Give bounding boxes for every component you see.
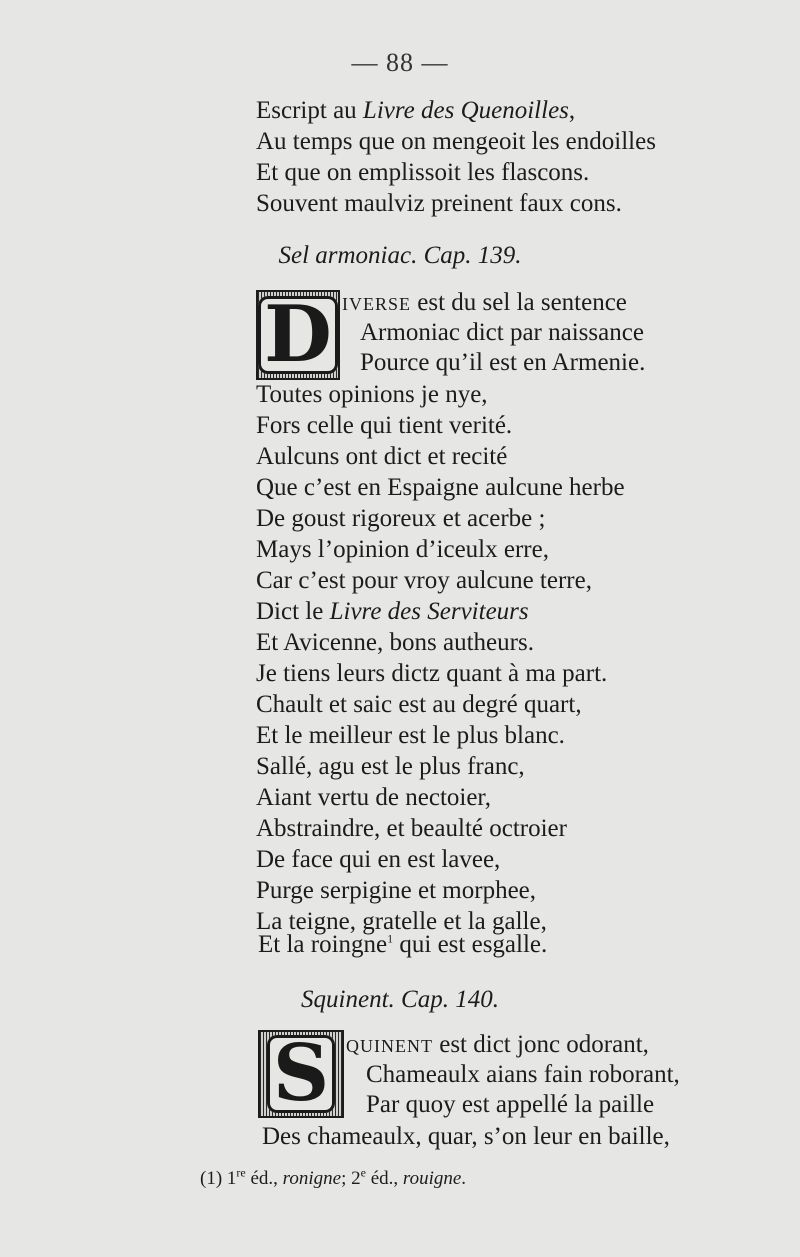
verse-text: Abstraindre, et beaulté octroier (256, 815, 567, 842)
verse-line (256, 411, 512, 441)
footnote-text: éd., (365, 1168, 403, 1189)
dropcap-word-rest: quinent (346, 1031, 433, 1058)
footnote-number: (1) (200, 1168, 227, 1189)
verse-line (346, 1030, 649, 1060)
footnote-text: éd., (245, 1168, 283, 1189)
verse-text: Et la roingne (258, 931, 388, 958)
footnote-text: . (461, 1168, 467, 1189)
verse-text: Et que on emplissoit les flascons. (256, 159, 590, 186)
verse-text: Souvent maulviz preinent faux cons. (256, 190, 622, 217)
dropcap-s-letter: S (267, 1035, 335, 1113)
verse-line (256, 127, 656, 157)
verse-line (256, 566, 592, 596)
verse-line (256, 783, 491, 813)
verse-line (256, 380, 488, 410)
footnote-text: 1 (226, 1168, 237, 1189)
verse-text: est du sel la sentence (411, 289, 627, 316)
verse-text: Je tiens leurs dictz quant à ma part. (256, 660, 608, 687)
chapter-heading-140: Squinent. Cap. 140. (301, 986, 499, 1013)
verse-line: Armoniac dict par naissance (360, 319, 644, 346)
footnote-text: ; 2 (341, 1168, 361, 1189)
verse-text: Et le meilleur est le plus blanc. (256, 722, 565, 749)
verse-line (256, 504, 545, 534)
footnote-reference: 1 (387, 931, 394, 946)
page-number: — 88 — (351, 48, 449, 77)
verse-text: Aulcuns ont dict et recité (256, 443, 508, 470)
footnote-variant: rouigne (402, 1168, 462, 1189)
verse-line (256, 535, 549, 565)
verse-text: Car c’est pour vroy aulcune terre, (256, 567, 592, 594)
verse-line: Pource qu’il est en Armenie. (360, 349, 646, 376)
verse-line (256, 814, 567, 844)
verse-text: Aiant vertu de nectoier, (256, 784, 492, 811)
verse-text: Au temps que on mengeoit les endoilles (256, 128, 656, 155)
footnote (200, 1165, 467, 1190)
verse-text: Fors celle qui tient verité. (256, 412, 513, 439)
verse-text: De goust rigoreux et acerbe ; (256, 505, 546, 532)
verse-line (342, 288, 627, 318)
verse-line (256, 690, 582, 720)
footnote-text: e (360, 1165, 366, 1180)
dropcap-d-letter: D (258, 296, 338, 374)
verse-line (256, 96, 575, 126)
verse-text: La teigne, gratelle et la galle, (256, 908, 547, 935)
book-title: Livre des Serviteurs (329, 598, 529, 625)
verse-text: Mays l’opinion d’iceulx erre, (256, 536, 549, 563)
verse-text: Et Avicenne, bons autheurs. (256, 629, 534, 656)
verse-text: qui est esgalle. (393, 931, 548, 958)
book-title: Livre des Quenoilles (362, 97, 569, 124)
verse-text: Sallé, agu est le plus franc, (256, 753, 525, 780)
verse-line (256, 752, 525, 782)
verse-line (256, 721, 565, 751)
verse-line (256, 597, 529, 627)
verse-line (256, 442, 507, 472)
verse-text: Que c’est en Espaigne aulcune herbe (256, 474, 625, 501)
verse-text: , (568, 97, 576, 124)
verse-text: Dict le (256, 598, 330, 625)
verse-line (258, 930, 547, 960)
verse-text: Escript au (256, 97, 363, 124)
dropcap-word-rest: iverse (342, 289, 411, 316)
verse-line (256, 628, 534, 658)
dropcap-d-ornament (256, 290, 340, 380)
verse-line (256, 876, 536, 906)
verse-line: Chameaulx aians fain roborant, (366, 1061, 680, 1088)
chapter-heading-139: Sel armoniac. Cap. 139. (278, 242, 522, 269)
footnote-variant: ronigne (282, 1168, 342, 1189)
verse-text: Purge serpigine et morphee, (256, 877, 537, 904)
dropcap-s-ornament (258, 1030, 344, 1118)
verse-line: Par quoy est appellé la paille (366, 1091, 655, 1118)
verse-text: Toutes opinions je nye, (256, 381, 488, 408)
verse-line (256, 473, 625, 503)
verse-text: Chault et saic est au degré quart, (256, 691, 582, 718)
verse-line (256, 189, 622, 219)
footnote-text: re (236, 1165, 246, 1180)
verse-line: Des chameaulx, quar, s’on leur en baille, (262, 1123, 670, 1150)
verse-line (256, 659, 607, 689)
verse-line (256, 845, 500, 875)
verse-text: est dict jonc odorant, (432, 1031, 649, 1058)
verse-text: De face qui en est lavee, (256, 846, 501, 873)
verse-line (256, 158, 589, 188)
